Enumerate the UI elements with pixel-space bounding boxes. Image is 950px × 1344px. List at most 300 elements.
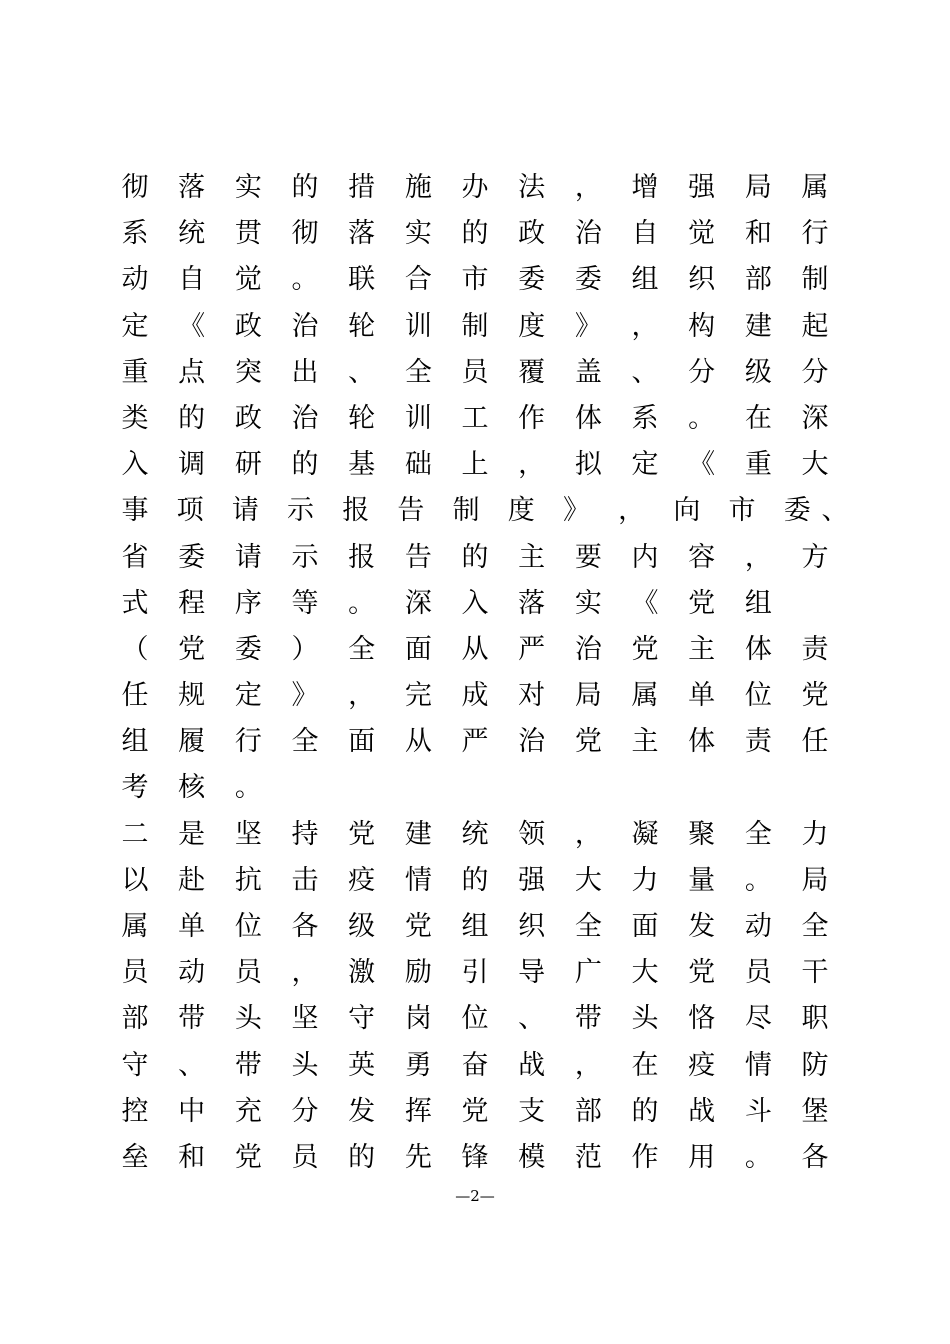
text-char: （ bbox=[121, 633, 149, 665]
text-char: 上 bbox=[461, 449, 489, 481]
text-char: 恪 bbox=[688, 1003, 716, 1035]
text-char: 垒 bbox=[121, 1141, 149, 1173]
text-char: 领 bbox=[518, 818, 546, 850]
text-char: 动 bbox=[744, 911, 772, 942]
text-char: 强 bbox=[518, 864, 546, 896]
text-char: 模 bbox=[518, 1141, 546, 1173]
text-char: 党 bbox=[574, 726, 602, 758]
text-char: 措 bbox=[348, 172, 376, 203]
text-char: 级 bbox=[744, 356, 772, 388]
text-char: 凝 bbox=[631, 818, 659, 850]
text-line bbox=[120, 1044, 850, 1090]
text-char: 度 bbox=[507, 495, 535, 527]
text-char: 。 bbox=[744, 1141, 772, 1173]
text-char: 坚 bbox=[291, 1003, 319, 1035]
text-char: 是 bbox=[178, 818, 206, 850]
text-char: 的 bbox=[461, 218, 489, 250]
text-char: 情 bbox=[744, 1049, 772, 1081]
text-char: 疫 bbox=[348, 864, 376, 896]
text-char: 党 bbox=[631, 633, 659, 665]
text-char: 贯 bbox=[234, 218, 262, 250]
text-char: 力 bbox=[801, 818, 829, 850]
text-char: 带 bbox=[574, 1003, 602, 1035]
text-char: 全 bbox=[744, 818, 772, 850]
text-line bbox=[120, 1090, 850, 1136]
text-char: 拟 bbox=[574, 449, 602, 481]
text-char: ） bbox=[291, 633, 319, 665]
text-char: 程 bbox=[178, 587, 206, 619]
text-char: 础 bbox=[404, 449, 432, 481]
text-char: 增 bbox=[631, 172, 659, 203]
text-line bbox=[120, 443, 850, 489]
text-char: 力 bbox=[631, 864, 659, 896]
text-line bbox=[120, 351, 850, 397]
text-line bbox=[120, 951, 850, 997]
text-char: 发 bbox=[348, 1095, 376, 1127]
text-char: 。 bbox=[291, 264, 319, 296]
text-char: 。 bbox=[688, 402, 716, 434]
text-char: 基 bbox=[348, 449, 376, 481]
text-char: 度 bbox=[518, 310, 546, 342]
text-char: 重 bbox=[744, 449, 772, 481]
text-char: 头 bbox=[234, 1003, 262, 1035]
text-char: 部 bbox=[744, 264, 772, 296]
text-char: 训 bbox=[404, 402, 432, 434]
text-char: 统 bbox=[178, 218, 206, 250]
text-char: 委 bbox=[178, 541, 206, 573]
text-char: 的 bbox=[291, 172, 319, 203]
text-char: 作 bbox=[518, 402, 546, 434]
text-char: 政 bbox=[234, 402, 262, 434]
text-char: 员 bbox=[121, 957, 149, 989]
text-char: 织 bbox=[518, 911, 546, 942]
text-char: 部 bbox=[574, 1095, 602, 1127]
text-char: 行 bbox=[234, 726, 262, 758]
text-char: 制 bbox=[801, 264, 829, 296]
text-char: 政 bbox=[518, 218, 546, 250]
text-char: 战 bbox=[518, 1049, 546, 1081]
text-char: 组 bbox=[121, 726, 149, 758]
text-char: 全 bbox=[801, 911, 829, 942]
text-char: 》 bbox=[291, 680, 319, 712]
text-line bbox=[120, 674, 850, 720]
text-char: 控 bbox=[121, 1095, 149, 1127]
text-char: 觉 bbox=[234, 264, 262, 296]
text-char: 堡 bbox=[801, 1095, 829, 1127]
text-line bbox=[120, 582, 850, 628]
text-char: 全 bbox=[291, 726, 319, 758]
text-char: 在 bbox=[631, 1049, 659, 1081]
text-char: 战 bbox=[688, 1095, 716, 1127]
text-char: 组 bbox=[461, 911, 489, 942]
text-char: 击 bbox=[291, 864, 319, 896]
text-char: 局 bbox=[801, 864, 829, 896]
text-char: ， bbox=[631, 310, 659, 342]
text-line bbox=[120, 166, 850, 212]
text-char: 治 bbox=[291, 310, 319, 342]
text-char: 省 bbox=[121, 541, 149, 573]
text-char: 示 bbox=[291, 541, 319, 573]
text-char: 序 bbox=[234, 587, 262, 619]
text-char: 二 bbox=[121, 818, 149, 850]
text-char: 广 bbox=[574, 957, 602, 989]
text-char: 市 bbox=[461, 264, 489, 296]
text-char: 单 bbox=[178, 911, 206, 942]
text-char: 工 bbox=[461, 402, 489, 434]
text-char: 、 bbox=[821, 495, 849, 527]
text-char: 办 bbox=[461, 172, 489, 203]
text-char: 分 bbox=[688, 356, 716, 388]
text-char: 各 bbox=[801, 1141, 829, 1173]
text-char: 面 bbox=[404, 633, 432, 665]
text-char: 各 bbox=[291, 911, 319, 942]
text-char: 报 bbox=[342, 495, 370, 527]
text-char: 动 bbox=[178, 957, 206, 989]
text-char: 政 bbox=[234, 310, 262, 342]
text-char: 研 bbox=[234, 449, 262, 481]
text-char: 党 bbox=[234, 1141, 262, 1173]
text-char: 起 bbox=[801, 310, 829, 342]
text-char: 责 bbox=[744, 726, 772, 758]
text-char: 突 bbox=[234, 356, 262, 388]
text-char: 在 bbox=[744, 402, 772, 434]
text-char: 主 bbox=[518, 541, 546, 573]
text-char: 履 bbox=[178, 726, 206, 758]
text-line bbox=[120, 997, 850, 1043]
text-char: 深 bbox=[801, 402, 829, 434]
text-char: 、 bbox=[348, 356, 376, 388]
text-char: 点 bbox=[178, 356, 206, 388]
text-char: 统 bbox=[461, 818, 489, 850]
text-char: 制 bbox=[461, 310, 489, 342]
text-char: 治 bbox=[574, 633, 602, 665]
text-char: 斗 bbox=[744, 1095, 772, 1127]
text-char: 轮 bbox=[348, 402, 376, 434]
text-char: 入 bbox=[461, 587, 489, 619]
text-char: 规 bbox=[178, 680, 206, 712]
text-char: 建 bbox=[404, 818, 432, 850]
text-char: 面 bbox=[631, 911, 659, 942]
text-char: 织 bbox=[688, 264, 716, 296]
text-char: 委 bbox=[234, 633, 262, 665]
text-char: 党 bbox=[688, 957, 716, 989]
text-char: ， bbox=[574, 1049, 602, 1081]
text-char: 的 bbox=[178, 402, 206, 434]
text-char: 支 bbox=[518, 1095, 546, 1127]
text-char: 定 bbox=[234, 680, 262, 712]
text-char: 示 bbox=[287, 495, 315, 527]
text-char: 彻 bbox=[291, 218, 319, 250]
text-char: 位 bbox=[234, 911, 262, 942]
text-line bbox=[120, 813, 850, 859]
text-char: 锋 bbox=[461, 1141, 489, 1173]
text-char: 带 bbox=[178, 1003, 206, 1035]
text-char: 实 bbox=[234, 172, 262, 203]
text-line bbox=[120, 905, 850, 951]
text-char: 组 bbox=[744, 587, 772, 619]
text-char: 项 bbox=[176, 495, 204, 527]
text-char: 重 bbox=[121, 356, 149, 388]
text-char: 系 bbox=[631, 402, 659, 434]
text-char: 、 bbox=[518, 1003, 546, 1035]
text-char: 中 bbox=[178, 1095, 206, 1127]
text-char: 严 bbox=[518, 633, 546, 665]
text-char: 和 bbox=[744, 218, 772, 250]
text-char: 严 bbox=[461, 726, 489, 758]
text-line bbox=[120, 212, 850, 258]
text-char: 英 bbox=[348, 1049, 376, 1081]
text-char: 实 bbox=[574, 587, 602, 619]
text-char: 治 bbox=[291, 402, 319, 434]
text-char: 党 bbox=[178, 633, 206, 665]
text-char: 以 bbox=[121, 864, 149, 896]
text-line bbox=[120, 1136, 850, 1182]
text-char: 入 bbox=[121, 449, 149, 481]
text-char: ， bbox=[348, 680, 376, 712]
text-line bbox=[120, 720, 850, 766]
text-char: 事 bbox=[121, 495, 149, 527]
text-char: 告 bbox=[397, 495, 425, 527]
text-char: 的 bbox=[461, 541, 489, 573]
text-line bbox=[120, 766, 850, 812]
text-char: 》 bbox=[574, 310, 602, 342]
text-char: 和 bbox=[178, 1141, 206, 1173]
text-char: 员 bbox=[461, 356, 489, 388]
text-char: 合 bbox=[404, 264, 432, 296]
text-char: 委 bbox=[518, 264, 546, 296]
text-char: 任 bbox=[801, 726, 829, 758]
text-char: ， bbox=[291, 957, 319, 989]
text-char: 等 bbox=[291, 587, 319, 619]
text-char: 请 bbox=[231, 495, 259, 527]
text-char: 的 bbox=[348, 1141, 376, 1173]
text-char: 情 bbox=[404, 864, 432, 896]
text-char: 导 bbox=[518, 957, 546, 989]
text-char: 考 bbox=[121, 772, 149, 804]
text-char: 定 bbox=[631, 449, 659, 481]
text-char: 局 bbox=[744, 172, 772, 203]
text-char: 治 bbox=[574, 218, 602, 250]
text-char: 党 bbox=[348, 818, 376, 850]
text-char: 制 bbox=[452, 495, 480, 527]
text-char: 动 bbox=[121, 264, 149, 296]
text-char: 面 bbox=[348, 726, 376, 758]
text-char: 强 bbox=[688, 172, 716, 203]
text-char: 先 bbox=[404, 1141, 432, 1173]
text-char: 、 bbox=[178, 1049, 206, 1081]
text-char: ， bbox=[574, 172, 602, 203]
text-char: 任 bbox=[121, 680, 149, 712]
text-char: 建 bbox=[744, 310, 772, 342]
text-char: 核 bbox=[178, 772, 206, 804]
text-char: 实 bbox=[404, 218, 432, 250]
text-char: 系 bbox=[121, 218, 149, 250]
text-char: 从 bbox=[461, 633, 489, 665]
text-char: 构 bbox=[688, 310, 716, 342]
text-char: ， bbox=[618, 495, 646, 527]
text-char: 内 bbox=[631, 541, 659, 573]
text-char: 赴 bbox=[178, 864, 206, 896]
text-char: 职 bbox=[801, 1003, 829, 1035]
text-char: 疫 bbox=[688, 1049, 716, 1081]
text-line bbox=[120, 258, 850, 304]
text-char: 属 bbox=[801, 172, 829, 203]
text-char: 勇 bbox=[404, 1049, 432, 1081]
text-char: 行 bbox=[801, 218, 829, 250]
text-char: 党 bbox=[404, 911, 432, 942]
text-char: 《 bbox=[688, 449, 716, 481]
text-char: 聚 bbox=[688, 818, 716, 850]
text-char: 用 bbox=[688, 1141, 716, 1173]
text-char: 市 bbox=[728, 495, 756, 527]
text-char: 干 bbox=[801, 957, 829, 989]
text-char: 员 bbox=[291, 1141, 319, 1173]
text-char: 训 bbox=[404, 310, 432, 342]
text-char: 激 bbox=[348, 957, 376, 989]
text-char: 单 bbox=[688, 680, 716, 712]
text-char: 联 bbox=[348, 264, 376, 296]
text-char: 轮 bbox=[348, 310, 376, 342]
text-char: 体 bbox=[688, 726, 716, 758]
text-char: 式 bbox=[121, 587, 149, 619]
text-char: 守 bbox=[121, 1049, 149, 1081]
text-char: 治 bbox=[518, 726, 546, 758]
text-char: 大 bbox=[631, 957, 659, 989]
text-line bbox=[120, 628, 850, 674]
text-char: 覆 bbox=[518, 356, 546, 388]
text-char: 大 bbox=[801, 449, 829, 481]
text-char: 挥 bbox=[404, 1095, 432, 1127]
text-char: 组 bbox=[631, 264, 659, 296]
text-char: ， bbox=[744, 541, 772, 573]
text-char: 部 bbox=[121, 1003, 149, 1035]
text-char: 位 bbox=[744, 680, 772, 712]
text-char: 告 bbox=[404, 541, 432, 573]
text-char: 的 bbox=[631, 1095, 659, 1127]
text-char: 落 bbox=[178, 172, 206, 203]
text-char: 盖 bbox=[574, 356, 602, 388]
text-char: 位 bbox=[461, 1003, 489, 1035]
text-char: 对 bbox=[518, 680, 546, 712]
text-char: 的 bbox=[291, 449, 319, 481]
text-char: 方 bbox=[801, 541, 829, 573]
text-char: 成 bbox=[461, 680, 489, 712]
text-char: 》 bbox=[562, 495, 590, 527]
text-char: 奋 bbox=[461, 1049, 489, 1081]
text-line bbox=[120, 305, 850, 351]
text-char: 。 bbox=[234, 772, 262, 804]
text-char: 主 bbox=[688, 633, 716, 665]
text-char: 出 bbox=[291, 356, 319, 388]
text-char: 属 bbox=[631, 680, 659, 712]
text-char: 自 bbox=[178, 264, 206, 296]
text-char: 员 bbox=[234, 957, 262, 989]
text-char: 施 bbox=[404, 172, 432, 203]
text-char: 范 bbox=[574, 1141, 602, 1173]
text-char: 调 bbox=[178, 449, 206, 481]
text-char: 员 bbox=[744, 957, 772, 989]
text-char: 抗 bbox=[234, 864, 262, 896]
text-char: 分 bbox=[291, 1095, 319, 1127]
body-text bbox=[120, 166, 850, 1182]
text-char: 发 bbox=[688, 911, 716, 942]
text-char: 体 bbox=[574, 402, 602, 434]
text-char: 量 bbox=[688, 864, 716, 896]
text-char: 守 bbox=[348, 1003, 376, 1035]
text-line bbox=[120, 489, 850, 535]
text-char: 属 bbox=[121, 911, 149, 942]
text-char: ， bbox=[574, 818, 602, 850]
text-char: 局 bbox=[574, 680, 602, 712]
text-char: 向 bbox=[673, 495, 701, 527]
text-char: 分 bbox=[801, 356, 829, 388]
text-char: 觉 bbox=[688, 218, 716, 250]
text-char: 党 bbox=[461, 1095, 489, 1127]
text-char: 从 bbox=[404, 726, 432, 758]
text-char: 主 bbox=[631, 726, 659, 758]
text-char: 引 bbox=[461, 957, 489, 989]
text-char: 定 bbox=[121, 310, 149, 342]
text-char: 法 bbox=[518, 172, 546, 203]
text-char: 全 bbox=[404, 356, 432, 388]
text-char: 头 bbox=[291, 1049, 319, 1081]
text-char: ， bbox=[518, 449, 546, 481]
text-char: 全 bbox=[574, 911, 602, 942]
text-char: 请 bbox=[234, 541, 262, 573]
text-char: 要 bbox=[574, 541, 602, 573]
text-char: 励 bbox=[404, 957, 432, 989]
text-char: 防 bbox=[801, 1049, 829, 1081]
text-char: 《 bbox=[178, 310, 206, 342]
text-char: 。 bbox=[348, 587, 376, 619]
text-char: 完 bbox=[404, 680, 432, 712]
text-char: 大 bbox=[574, 864, 602, 896]
text-line bbox=[120, 397, 850, 443]
text-char: 自 bbox=[631, 218, 659, 250]
text-char: 党 bbox=[688, 587, 716, 619]
text-char: 容 bbox=[688, 541, 716, 573]
text-char: 的 bbox=[461, 864, 489, 896]
text-char: 责 bbox=[801, 633, 829, 665]
text-char: 头 bbox=[631, 1003, 659, 1035]
text-char: 彻 bbox=[121, 172, 149, 203]
text-char: 体 bbox=[744, 633, 772, 665]
text-char: 级 bbox=[348, 911, 376, 942]
text-char: 深 bbox=[404, 587, 432, 619]
text-char: 持 bbox=[291, 818, 319, 850]
text-char: 委 bbox=[783, 495, 811, 527]
text-line bbox=[120, 536, 850, 582]
text-char: 《 bbox=[631, 587, 659, 619]
text-char: 落 bbox=[348, 218, 376, 250]
text-char: 类 bbox=[121, 402, 149, 434]
text-char: 报 bbox=[348, 541, 376, 573]
text-char: 。 bbox=[744, 864, 772, 896]
text-char: 尽 bbox=[744, 1003, 772, 1035]
text-char: 岗 bbox=[404, 1003, 432, 1035]
text-char: 全 bbox=[348, 633, 376, 665]
text-char: 党 bbox=[801, 680, 829, 712]
text-char: 坚 bbox=[234, 818, 262, 850]
text-char: 作 bbox=[631, 1141, 659, 1173]
text-char: 落 bbox=[518, 587, 546, 619]
text-char: 、 bbox=[631, 356, 659, 388]
text-char: 委 bbox=[574, 264, 602, 296]
text-line bbox=[120, 859, 850, 905]
text-char: 充 bbox=[234, 1095, 262, 1127]
page-number: —2— bbox=[455, 1187, 495, 1205]
text-char: 带 bbox=[234, 1049, 262, 1081]
